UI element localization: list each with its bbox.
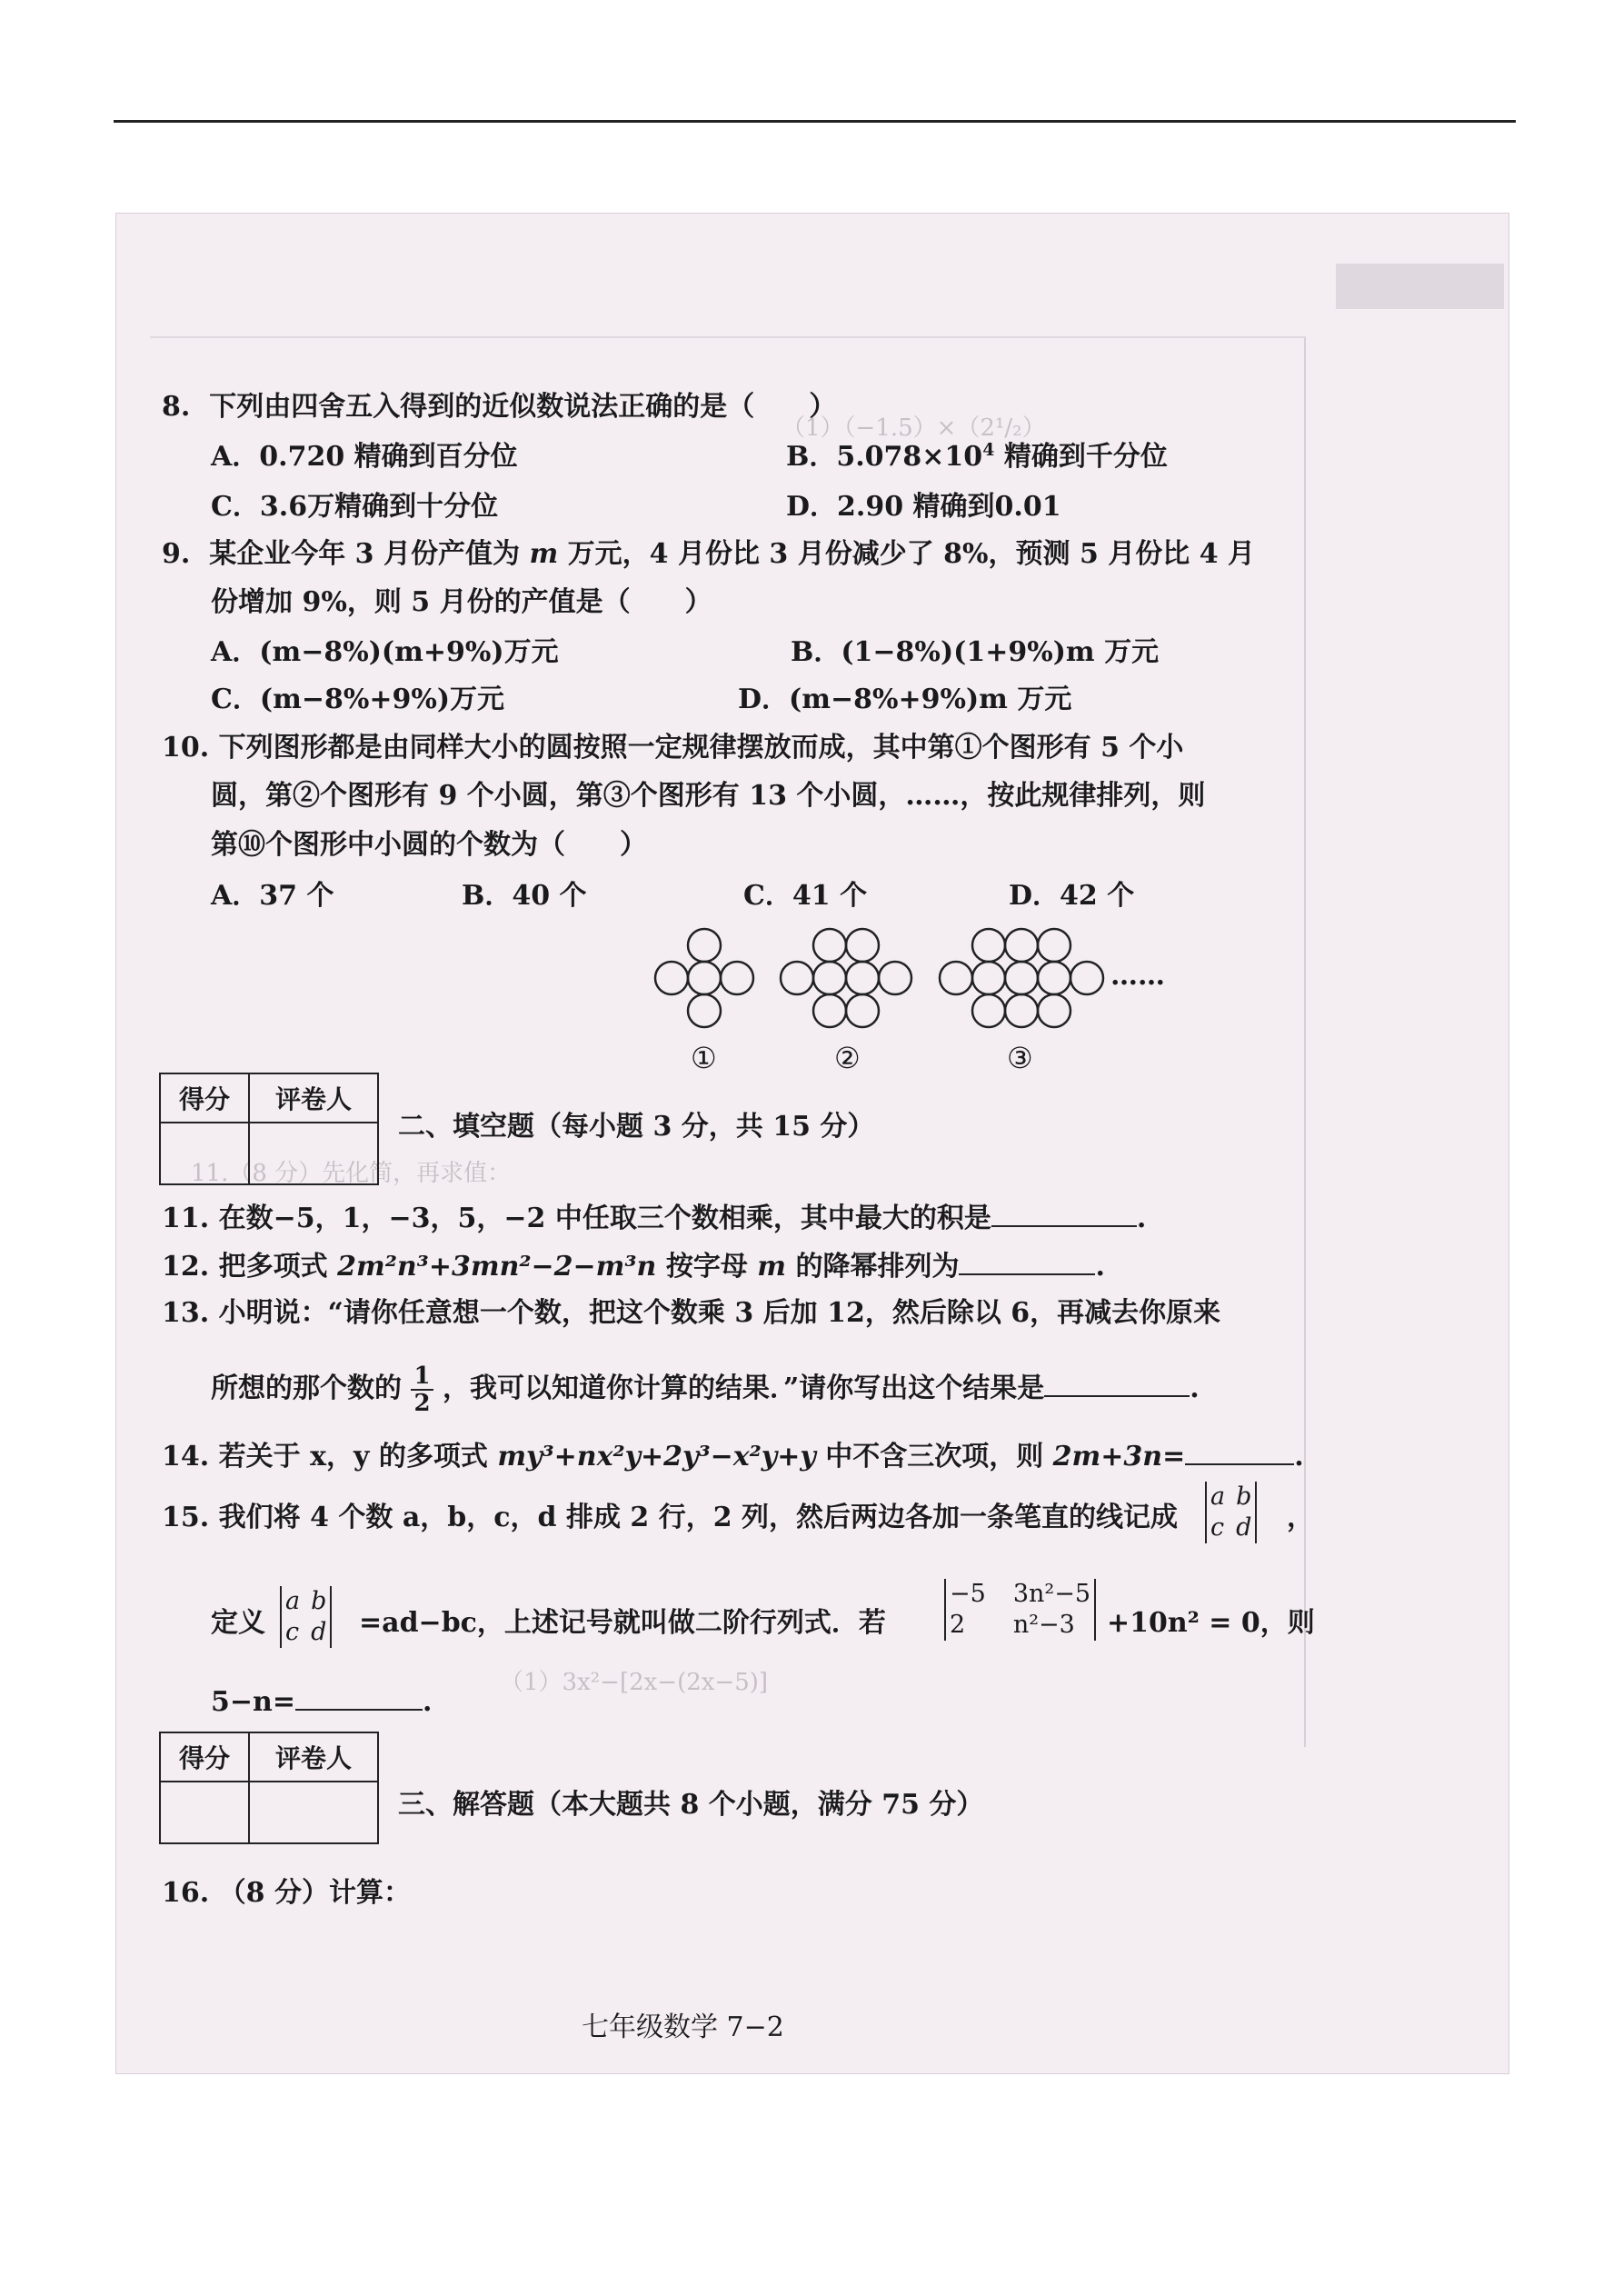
question-13-line-1 (162, 1297, 1220, 1330)
question-text: 中不含三次项，则 (815, 1441, 1053, 1472)
bleed-text: （1）（−1.5）×（2¹/₂） (782, 414, 1046, 442)
question-10-line-2: 圆，第②个图形有 9 个小圆，第③个图形有 13 个小圆，……，按此规律排列，则 (211, 780, 1206, 812)
figure-label: ③ (1007, 1041, 1033, 1075)
option-b: B．(1−8%)(1+9%)m 万元 (791, 636, 1160, 668)
question-text: 小明说：“请你任意想一个数，把这个数乘 3 后加 12，然后除以 6，再减去你原来 (218, 1297, 1221, 1329)
question-number: 8. (162, 391, 191, 423)
small-circle (879, 962, 911, 994)
option-text: B．5.078×10 (786, 441, 983, 473)
question-12 (162, 1248, 1105, 1283)
answer-blank (295, 1683, 423, 1711)
punctuation: . (1294, 1441, 1304, 1472)
question-15-line-2-label: 定义 (211, 1607, 265, 1639)
answer-blank (991, 1200, 1137, 1227)
numerator: 1 (411, 1363, 433, 1391)
option-a: A．0.720 精确到百分位 (211, 441, 518, 473)
grader-header: 评卷人 (249, 1732, 378, 1782)
answer-blank (959, 1248, 1095, 1275)
question-8 (162, 391, 836, 424)
determinant-symbol (1201, 1482, 1260, 1543)
question-text: 在数−5，1，−3，5，−2 中任取三个数相乘，其中最大的积是 (218, 1203, 991, 1234)
small-circle (1005, 962, 1038, 994)
det-entry: b (1236, 1482, 1252, 1511)
question-text: 万元，4 月份比 3 月份减少了 8%，预测 5 月份比 4 月 (558, 538, 1256, 570)
score-cell (160, 1782, 249, 1843)
question-13-line-2 (211, 1363, 1200, 1416)
question-text: 下列图形都是由同样大小的圆按照一定规律摆放而成，其中第①个图形有 5 个小 (218, 732, 1184, 764)
det-entry: n²−3 (1012, 1611, 1075, 1639)
question-text: ，我可以知道你计算的结果．”请你写出这个结果是 (443, 1373, 1045, 1404)
det-entry: 2 (950, 1611, 966, 1639)
option-d: D．2.90 精确到0.01 (786, 491, 1061, 523)
expression: 5−n= (211, 1686, 295, 1718)
variable: m (529, 538, 559, 570)
small-circle (688, 962, 721, 994)
question-number: 15. (162, 1502, 210, 1533)
small-circle (972, 994, 1005, 1027)
option-d: D．(m−8%+9%)m 万元 (738, 684, 1072, 715)
question-9-line-1 (162, 538, 1255, 571)
det-entry: b (311, 1587, 327, 1615)
section-2-title: 二、填空题（每小题 3 分，共 15 分） (398, 1111, 875, 1143)
question-15-line-3 (211, 1683, 432, 1719)
small-circle (721, 962, 753, 994)
small-circle (1005, 994, 1038, 1027)
option-a: A．37 个 (211, 880, 334, 912)
det-entry: d (1236, 1513, 1252, 1542)
det-entry: c (1210, 1513, 1225, 1542)
grader-cell (249, 1123, 378, 1184)
small-circle (1038, 929, 1070, 962)
question-15-line-2-text: =ad−bc，上述记号就叫做二阶行列式．若 (359, 1607, 886, 1639)
small-circle (846, 929, 879, 962)
page-footer: 七年级数学 7−2 (582, 2011, 784, 2043)
option-c: C．3.6万精确到十分位 (211, 491, 499, 523)
determinant-bar (1255, 1482, 1257, 1543)
polynomial: my³+nx²y+2y³−x²y+y (497, 1441, 816, 1472)
fraction-one-half (411, 1363, 433, 1416)
question-number: 9. (162, 538, 191, 570)
small-circle (655, 962, 688, 994)
punctuation: ， (1287, 1502, 1314, 1533)
grader-header: 评卷人 (249, 1073, 378, 1123)
option-text: 精确到千分位 (1003, 441, 1168, 473)
question-number: 16. (162, 1877, 210, 1909)
punctuation: . (1136, 1203, 1147, 1234)
small-circle (972, 929, 1005, 962)
option-b (786, 441, 1168, 474)
question-11 (162, 1200, 1146, 1235)
determinant-symbol (276, 1586, 335, 1648)
question-text: 我们将 4 个数 a，b，c，d 排成 2 行，2 列，然后两边各加一条笔直的线记成 (218, 1502, 1179, 1533)
score-cell (160, 1123, 249, 1184)
grader-cell (249, 1782, 378, 1843)
variable: m (757, 1251, 787, 1283)
question-number: 11. (162, 1203, 210, 1234)
small-circle (1038, 994, 1070, 1027)
option-c: C．(m−8%+9%)万元 (211, 684, 505, 715)
expression: 2m+3n= (1052, 1441, 1186, 1472)
pattern-ellipsis: …… (1110, 960, 1165, 992)
small-circle (688, 994, 721, 1027)
determinant-bar (1094, 1579, 1096, 1641)
question-15-line-1 (162, 1502, 1178, 1534)
question-text: 按字母 (656, 1251, 758, 1283)
determinant-bar (944, 1579, 946, 1641)
det-entry: a (285, 1587, 301, 1615)
small-circle (813, 929, 846, 962)
header-rule (114, 120, 1516, 123)
small-circle (781, 962, 813, 994)
question-number: 10. (162, 732, 210, 764)
question-10-line-3: 第⑩个图形中小圆的个数为（ ） (211, 829, 647, 861)
small-circle (1070, 962, 1103, 994)
option-a: A．(m−8%)(m+9%)万元 (211, 636, 559, 668)
denominator: 2 (413, 1390, 431, 1417)
question-number: 13. (162, 1297, 210, 1329)
small-circle (813, 962, 846, 994)
small-circle (688, 929, 721, 962)
bleed-text: （1）3x²−[2x−(2x−5)] (500, 1669, 769, 1696)
det-entry: −5 (950, 1580, 986, 1608)
determinant-bar (1205, 1482, 1207, 1543)
question-number: 12. (162, 1251, 210, 1283)
small-circle (1005, 929, 1038, 962)
score-table (159, 1073, 379, 1185)
det-entry: a (1210, 1482, 1226, 1511)
polynomial: 2m²n³+3mn²−2−m³n (337, 1251, 657, 1283)
answer-blank (1044, 1370, 1190, 1397)
option-c: C．41 个 (743, 880, 868, 912)
score-header: 得分 (160, 1732, 249, 1782)
det-entry: c (285, 1618, 300, 1646)
question-16 (162, 1877, 411, 1910)
small-circle (846, 962, 879, 994)
section-3-title: 三、解答题（本大题共 8 个小题，满分 75 分） (398, 1789, 984, 1821)
question-10-line-1 (162, 732, 1183, 764)
question-text: （8 分）计算： (218, 1877, 411, 1909)
question-9-line-2: 份增加 9%，则 5 月份的产值是（ ） (211, 586, 712, 618)
question-text: 把多项式 (218, 1251, 338, 1283)
bleed-text: 11.（8 分）先化简，再求值： (191, 1160, 512, 1187)
score-header: 得分 (160, 1073, 249, 1123)
small-circle (940, 962, 972, 994)
option-d: D．42 个 (1009, 880, 1135, 912)
punctuation: . (1095, 1251, 1105, 1283)
small-circle (1038, 962, 1070, 994)
answer-blank (1185, 1438, 1294, 1465)
figure-label: ② (834, 1041, 861, 1075)
small-circle (846, 994, 879, 1027)
question-text: 所想的那个数的 (211, 1373, 402, 1404)
option-b: B．40 个 (462, 880, 587, 912)
det-entry: 3n²−5 (1012, 1580, 1091, 1608)
question-text: 若关于 x，y 的多项式 (218, 1441, 498, 1472)
determinant-bar (280, 1586, 282, 1648)
question-text: 某企业今年 3 月份产值为 (209, 538, 530, 570)
determinant-cells (950, 1579, 1090, 1641)
question-number: 14. (162, 1441, 210, 1472)
determinant-cells (285, 1586, 326, 1648)
question-14 (162, 1438, 1304, 1473)
punctuation: . (422, 1686, 433, 1718)
score-table (159, 1732, 379, 1844)
small-circle (813, 994, 846, 1027)
determinant-cells (1210, 1482, 1251, 1543)
determinant-bar (330, 1586, 332, 1648)
question-15-line-2-tail: +10n² = 0，则 (1107, 1607, 1315, 1639)
figure-label: ① (691, 1041, 717, 1075)
question-text: 的降幂排列为 (786, 1251, 960, 1283)
question-stem: 下列由四舍五入得到的近似数说法正确的是（ ） (209, 391, 837, 423)
punctuation: . (1190, 1373, 1200, 1404)
determinant-equation (941, 1579, 1100, 1641)
scan-smudge (1336, 264, 1504, 309)
small-circle (972, 962, 1005, 994)
exponent: 4 (982, 440, 995, 460)
det-entry: d (311, 1618, 327, 1646)
